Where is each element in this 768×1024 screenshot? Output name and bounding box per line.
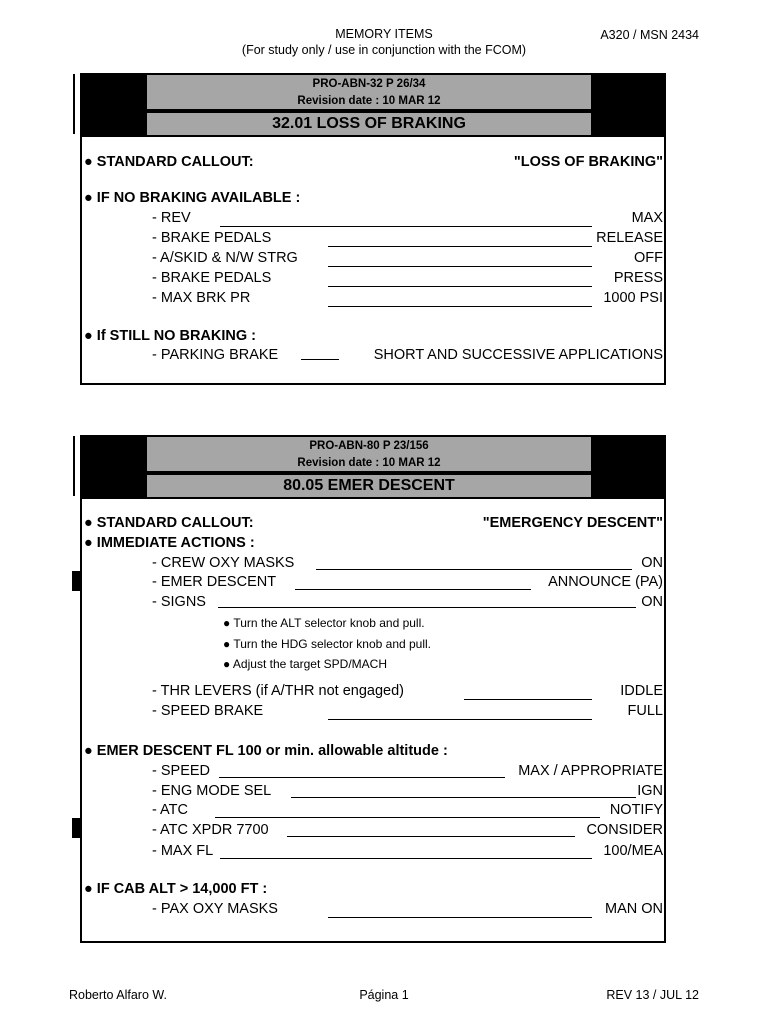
section-heading: ● If STILL NO BRAKING : <box>84 328 257 344</box>
leader-line <box>328 266 592 267</box>
procedure-card-loss-of-braking <box>80 73 666 385</box>
item-value: FULL <box>627 703 663 719</box>
leader-line <box>316 569 632 570</box>
item-value: RELEASE <box>596 230 663 246</box>
item-label: - BRAKE PEDALS <box>152 230 272 246</box>
item-label: - THR LEVERS (if A/THR not engaged) <box>152 683 404 699</box>
leader-line <box>328 719 592 720</box>
item-value: OFF <box>634 250 663 266</box>
procedure-title: 32.01 LOSS OF BRAKING <box>147 113 591 135</box>
section-heading: ● IF NO BRAKING AVAILABLE : <box>84 190 301 206</box>
item-label: - ATC <box>152 802 188 818</box>
leader-line <box>219 777 505 778</box>
leader-line <box>218 607 636 608</box>
section-heading: ● IMMEDIATE ACTIONS : <box>84 535 255 551</box>
item-label: - PARKING BRAKE <box>152 347 279 363</box>
note-text: ● Adjust the target SPD/MACH <box>223 657 387 671</box>
change-bar <box>72 571 80 591</box>
item-label: - EMER DESCENT <box>152 574 277 590</box>
section-heading: ● IF CAB ALT > 14,000 FT : <box>84 881 268 897</box>
item-label: - PAX OXY MASKS <box>152 901 278 917</box>
item-value: SHORT AND SUCCESSIVE APPLICATIONS <box>373 347 663 363</box>
card-reference <box>147 437 591 473</box>
item-label: - MAX FL <box>152 843 214 859</box>
leader-line <box>220 226 592 227</box>
leader-line <box>295 589 531 590</box>
procedure-card-emer-descent <box>80 435 666 943</box>
item-label: - CREW OXY MASKS <box>152 555 295 571</box>
section-heading: ● EMER DESCENT FL 100 or min. allowable altitude : <box>84 743 448 759</box>
note-text: ● Turn the HDG selector knob and pull. <box>223 637 432 651</box>
item-label: - A/SKID & N/W STRG <box>152 250 298 266</box>
item-value: NOTIFY <box>609 802 663 818</box>
item-value: CONSIDER <box>586 822 663 838</box>
leader-line <box>328 286 592 287</box>
footer-author: Roberto Alfaro W. <box>69 988 167 1002</box>
card-header-band <box>82 75 664 137</box>
revision-date: Revision date : 10 MAR 12 <box>297 457 441 469</box>
item-value: ON <box>641 555 663 571</box>
leader-line <box>220 858 592 859</box>
document-subtitle: (For study only / use in conjunction with the FCOM) <box>241 43 527 57</box>
change-bar <box>72 818 80 838</box>
item-label: - REV <box>152 210 191 226</box>
item-value: ANNOUNCE (PA) <box>548 574 663 590</box>
footer-page-number: Página 1 <box>359 988 409 1002</box>
note-text: ● Turn the ALT selector knob and pull. <box>223 616 425 630</box>
item-value: ON <box>641 594 663 610</box>
document-title: MEMORY ITEMS <box>335 27 433 41</box>
procedure-reference: PRO-ABN-80 P 23/156 <box>309 440 429 452</box>
leader-line <box>328 246 592 247</box>
item-label: - MAX BRK PR <box>152 290 251 306</box>
standard-callout-label: ● STANDARD CALLOUT: <box>84 154 254 170</box>
standard-callout-label: ● STANDARD CALLOUT: <box>84 515 254 531</box>
procedure-title: 80.05 EMER DESCENT <box>147 475 591 497</box>
card-header-band <box>82 437 664 499</box>
item-value: IDDLE <box>620 683 663 699</box>
leader-line <box>328 917 592 918</box>
leader-line <box>291 797 636 798</box>
item-value: IGN <box>637 783 663 799</box>
item-value: 100/MEA <box>603 843 663 859</box>
leader-line <box>301 359 339 360</box>
leader-line <box>215 817 600 818</box>
item-label: - SPEED BRAKE <box>152 703 264 719</box>
standard-callout-value: "LOSS OF BRAKING" <box>513 154 663 170</box>
item-label: - ENG MODE SEL <box>152 783 272 799</box>
margin-mark <box>73 74 75 134</box>
item-label: - BRAKE PEDALS <box>152 270 272 286</box>
item-value: MAX / APPROPRIATE <box>518 763 663 779</box>
procedure-reference: PRO-ABN-32 P 26/34 <box>312 78 426 90</box>
footer-revision: REV 13 / JUL 12 <box>606 988 699 1002</box>
item-label: - ATC XPDR 7700 <box>152 822 269 838</box>
item-value: MAX <box>631 210 663 226</box>
margin-mark <box>73 436 75 496</box>
item-label: - SPEED <box>152 763 211 779</box>
item-value: MAN ON <box>605 901 663 917</box>
aircraft-id: A320 / MSN 2434 <box>600 28 699 42</box>
item-value: 1000 PSI <box>603 290 663 306</box>
leader-line <box>464 699 592 700</box>
card-reference <box>147 75 591 111</box>
item-value: PRESS <box>613 270 663 286</box>
leader-line <box>287 836 575 837</box>
standard-callout-value: "EMERGENCY DESCENT" <box>482 515 663 531</box>
leader-line <box>328 306 592 307</box>
revision-date: Revision date : 10 MAR 12 <box>297 95 441 107</box>
item-label: - SIGNS <box>152 594 206 610</box>
